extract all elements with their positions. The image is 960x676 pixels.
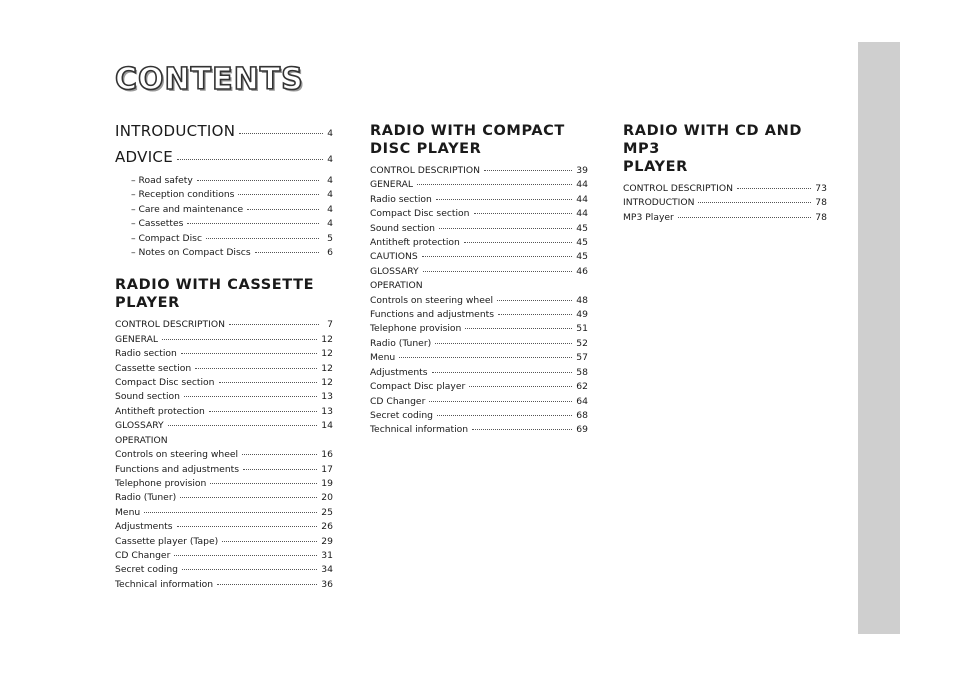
leader-dots [498,314,572,315]
leader-dots [206,238,319,239]
leader-dots [497,300,572,301]
toc-entry[interactable] [370,265,588,279]
toc-entry-title: – Care and maintenance [131,203,244,215]
toc-entry-page: 16 [321,449,333,461]
leader-dots [435,343,572,344]
section-heading-compact-disc [370,122,588,158]
toc-entry-title: – Compact Disc [131,232,203,244]
toc-entry-page: 69 [576,424,588,436]
toc-entry[interactable] [115,333,333,347]
toc-entry-title: Menu [370,352,396,364]
toc-entry-page: 7 [327,319,333,331]
toc-entry-advice[interactable] [115,148,333,166]
toc-entry-page: 45 [576,251,588,263]
toc-entry-title: Telephone provision [115,477,207,489]
leader-dots [474,213,573,214]
toc-entry[interactable] [115,434,333,448]
toc-entry[interactable] [115,232,333,246]
toc-entry-page: 78 [815,197,827,209]
leader-dots [184,396,317,397]
toc-entry[interactable] [370,351,588,365]
section-heading-line: RADIO WITH CASSETTE [115,277,315,294]
toc-entry-title: Technical information [370,424,469,436]
toc-entry-page: 19 [321,477,333,489]
toc-entry-page: 73 [815,183,827,194]
leader-dots [210,483,317,484]
toc-entry[interactable] [623,196,827,210]
toc-entry[interactable] [370,207,588,221]
toc-entry-title: – Reception conditions [131,189,235,201]
leader-dots [162,339,317,340]
toc-entry-page: 39 [576,165,588,176]
leader-dots [678,217,811,218]
toc-entry-title: GLOSSARY [115,420,164,432]
toc-entry-title: Radio (Tuner) [115,492,177,504]
toc-entry-title: Antitheft protection [115,405,205,417]
leader-dots [247,209,319,210]
toc-entry-page: 13 [321,391,333,403]
toc-entry[interactable] [115,405,333,419]
toc-entry[interactable] [115,246,333,260]
toc-entry-title: Radio section [370,193,432,205]
toc-entry-page: 49 [576,309,588,321]
leader-dots [469,386,572,387]
toc-entry-title: Compact Disc section [115,377,215,389]
toc-entry[interactable] [115,188,333,202]
toc-entry-page: 51 [576,323,588,335]
toc-entry-title: Adjustments [370,366,428,378]
toc-entry-page: 25 [321,506,333,518]
section-heading-cd-mp3 [623,122,827,176]
toc-entry-page: 12 [321,377,333,389]
toc-entry[interactable] [370,250,588,264]
leader-dots [197,180,319,181]
toc-entry-title: Functions and adjustments [115,463,240,475]
toc-entry[interactable] [370,380,588,394]
toc-entry-page: 34 [321,564,333,576]
toc-entry-page: 48 [576,294,588,306]
toc-entry[interactable] [370,308,588,322]
toc-entry-title: Telephone provision [370,323,462,335]
toc-entry-title: Radio (Tuner) [370,337,432,349]
toc-column-2 [370,122,588,438]
toc-entry[interactable] [623,211,827,225]
leader-dots [423,271,573,272]
toc-entry-page: 46 [576,265,588,277]
leader-dots [180,497,317,498]
leader-dots [437,415,572,416]
toc-entry-page: 4 [327,203,333,215]
toc-entry[interactable] [370,164,588,178]
toc-entry-page: 4 [327,129,333,139]
toc-entry-page: 31 [321,549,333,561]
toc-entry-page: 12 [321,362,333,374]
toc-entry[interactable] [370,423,588,437]
toc-entry-title: Functions and adjustments [370,309,495,321]
toc-entry-page: 68 [576,409,588,421]
toc-entry-title: OPERATION [370,280,423,292]
advice-subitems [115,174,333,260]
leader-dots [698,202,811,203]
section-heading-line: RADIO WITH COMPACT [370,123,565,139]
toc-entry[interactable] [115,217,333,231]
toc-entry-page: 29 [321,535,333,547]
leader-dots [238,194,319,195]
toc-entry-title: INTRODUCTION [115,122,236,140]
toc-entry-title: CD Changer [115,549,171,561]
toc-entry-page: 44 [576,193,588,205]
toc-entry-title: CD Changer [370,395,426,407]
toc-entry-page: 36 [321,578,333,590]
leader-dots [217,584,317,585]
toc-entry[interactable] [115,174,333,188]
leader-dots [168,425,318,426]
toc-entry[interactable] [115,203,333,217]
toc-entry-page: 4 [327,189,333,201]
leader-dots [209,411,317,412]
toc-entry-title: ADVICE [115,148,173,166]
toc-entry-page: 14 [321,420,333,432]
toc-list-cassette [115,318,333,592]
leader-dots [243,469,317,470]
toc-entry-title: MP3 Player [623,211,674,223]
toc-entry-title: – Notes on Compact Discs [131,247,251,259]
toc-entry-page: 12 [321,333,333,345]
toc-entry[interactable] [115,376,333,390]
toc-entry[interactable] [115,549,333,563]
side-tab [858,42,900,634]
toc-column-3 [623,122,827,225]
leader-dots [144,512,317,513]
toc-entry-title: Compact Disc section [370,208,470,220]
toc-entry-title: Sound section [115,391,180,403]
toc-entry-page: 57 [576,352,588,364]
leader-dots [219,382,318,383]
leader-dots [432,372,573,373]
leader-dots [195,368,317,369]
toc-entry[interactable] [623,182,827,196]
toc-entry-page: 17 [321,463,333,475]
toc-entry-title: Sound section [370,222,435,234]
toc-entry[interactable] [115,390,333,404]
toc-entry-page: 62 [576,381,588,393]
leader-dots [737,188,811,189]
leader-dots [484,170,572,171]
toc-entry-title: CAUTIONS [370,251,418,263]
leader-dots [174,555,317,556]
toc-entry[interactable] [115,477,333,491]
toc-entry[interactable] [115,347,333,361]
toc-entry-title: CONTROL DESCRIPTION [370,165,480,176]
toc-entry[interactable] [370,366,588,380]
toc-entry-page: 4 [327,175,333,186]
toc-entry[interactable] [115,463,333,477]
toc-entry-title: Controls on steering wheel [115,449,239,461]
toc-entry-title: – Road safety [131,175,193,186]
section-heading-line: PLAYER [115,295,180,312]
leader-dots [229,324,319,325]
toc-entry-page: 4 [327,218,333,230]
toc-entry[interactable] [370,236,588,250]
toc-entry-page: 45 [576,237,588,249]
toc-entry-title: Antitheft protection [370,237,460,249]
toc-entry-page: 20 [321,492,333,504]
toc-entry[interactable] [370,409,588,423]
section-heading-line: RADIO WITH CD AND MP3 [623,123,802,157]
toc-entry-page: 52 [576,337,588,349]
toc-entry-page: 12 [321,348,333,360]
toc-entry-title: Secret coding [370,409,433,421]
leader-dots [181,353,317,354]
toc-entry-title: GENERAL [115,333,159,345]
toc-entry[interactable] [370,395,588,409]
toc-entry-title: Radio section [115,348,177,360]
leader-dots [439,228,572,229]
toc-entry[interactable] [370,279,588,293]
toc-entry-title: Controls on steering wheel [370,294,494,306]
leader-dots [429,401,572,402]
toc-entry-page: 13 [321,405,333,417]
leader-dots [436,199,572,200]
toc-entry-title: – Cassettes [131,218,184,230]
leader-dots [422,256,573,257]
toc-entry-page: 4 [327,155,333,165]
toc-entry-page: 5 [327,232,333,244]
toc-entry[interactable] [115,506,333,520]
toc-entry-page: 26 [321,521,333,533]
toc-entry-title: Secret coding [115,564,178,576]
toc-entry-title: CONTROL DESCRIPTION [115,319,225,331]
toc-entry[interactable] [370,178,588,192]
toc-entry[interactable] [370,193,588,207]
toc-entry-title: INTRODUCTION [623,197,695,209]
toc-entry-title: Menu [115,506,141,518]
toc-entry-introduction[interactable] [115,122,333,140]
toc-entry-title: GENERAL [370,179,414,191]
toc-entry-title: CONTROL DESCRIPTION [623,183,733,194]
toc-entry[interactable] [115,535,333,549]
toc-entry[interactable] [115,448,333,462]
toc-entry[interactable] [115,520,333,534]
leader-dots [465,328,572,329]
leader-dots [222,541,317,542]
leader-dots [464,242,572,243]
toc-entry[interactable] [115,491,333,505]
leader-dots [239,133,323,134]
toc-entry-title: OPERATION [115,434,168,446]
toc-entry-page: 44 [576,208,588,220]
toc-entry-title: Adjustments [115,521,173,533]
toc-entry[interactable] [115,578,333,592]
toc-entry-page: 44 [576,179,588,191]
toc-entry-title: Technical information [115,578,214,590]
toc-entry[interactable] [115,419,333,433]
toc-entry-title: Compact Disc player [370,381,466,393]
toc-entry-page: 6 [327,247,333,259]
toc-entry[interactable] [370,322,588,336]
toc-list-cd-mp3 [623,182,827,225]
toc-entry-page: 78 [815,211,827,223]
toc-entry[interactable] [115,362,333,376]
toc-entry[interactable] [370,337,588,351]
section-heading-cassette [115,276,333,312]
toc-entry-page: 58 [576,366,588,378]
section-heading-line: PLAYER [623,159,688,175]
page-title: CONTENTS [115,62,304,97]
section-heading-line: DISC PLAYER [370,141,482,157]
toc-entry-title: GLOSSARY [370,265,419,277]
toc-entry[interactable] [115,318,333,332]
toc-entry-page: 64 [576,395,588,407]
toc-entry[interactable] [115,563,333,577]
leader-dots [242,454,317,455]
toc-entry-title: Cassette section [115,362,192,374]
leader-dots [255,252,319,253]
leader-dots [472,429,572,430]
toc-entry[interactable] [370,222,588,236]
toc-entry[interactable] [370,294,588,308]
leader-dots [177,526,318,527]
toc-list-compact-disc [370,164,588,438]
leader-dots [182,569,317,570]
leader-dots [177,159,323,160]
leader-dots [187,223,319,224]
leader-dots [399,357,572,358]
toc-entry-title: Cassette player (Tape) [115,535,219,547]
toc-entry-page: 45 [576,222,588,234]
toc-column-1 [115,122,333,592]
leader-dots [417,184,572,185]
